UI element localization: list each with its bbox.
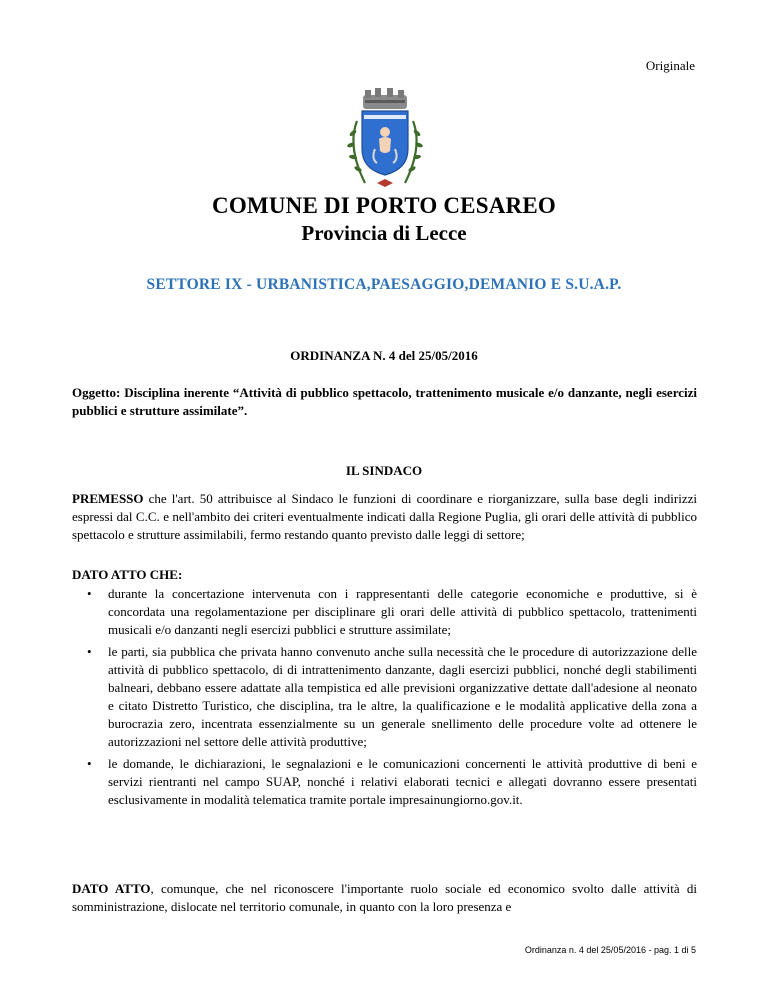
page-footer: Ordinanza n. 4 del 25/05/2016 - pag. 1 di 5 xyxy=(524,945,696,955)
dato-atto-lead: DATO ATTO xyxy=(72,881,151,896)
comune-crest-icon xyxy=(335,87,435,197)
list-item xyxy=(72,643,697,751)
ordinanza-title: ORDINANZA N. 4 del 25/05/2016 xyxy=(290,348,478,363)
dato-atto-text: , comunque, che nel riconoscere l'importante ruolo sociale ed economico svolto dalle attività di somministrazione, dislocate nel territorio comunale, in quanto con la loro presenza e xyxy=(72,881,697,914)
sindaco-heading: IL SINDACO xyxy=(345,463,423,478)
dato-atto-che-list xyxy=(72,585,697,813)
comune-title: COMUNE DI PORTO CESAREO xyxy=(212,193,556,218)
premesso-paragraph xyxy=(72,490,697,544)
bullet-icon: • xyxy=(87,586,92,601)
list-item-text: le parti, sia pubblica che privata hanno convenuto anche sulla necessità che le procedure di autorizzazione delle attività di pubblico spettacolo, di di intrattenimento danzante, dagli esercizi pubblici, nonché degli stabilimenti balneari, debbano essere adattate alla tempistica ed alle previsioni organizzative dettate dall'adesione al neonato e citato Distretto Turistico, che disciplina, tra le altre, la qualificazione e le modalità applicative della zona a burocrazia zero, incentrata essenzialmente su un generale snellimento delle procedure volte ad ottenere le autorizzazioni nel settore delle attività produttive; xyxy=(108,644,697,749)
list-item xyxy=(72,585,697,639)
provincia-title: Provincia di Lecce xyxy=(301,221,467,245)
original-label: Originale xyxy=(645,58,695,73)
dato-atto-che-heading: DATO ATTO CHE: xyxy=(72,567,183,582)
dato-atto-paragraph xyxy=(72,880,697,916)
list-item-text: le domande, le dichiarazioni, le segnalazioni e le comunicazioni concernenti le attività produttive di beni e servizi rientranti nel campo SUAP, nonché i relativi elaborati tecnici e allegati dovranno essere presentati esclusivamente in modalità telematica tramite portale impresainungiorno.gov.it. xyxy=(108,756,697,807)
premesso-text: che l'art. 50 attribuisce al Sindaco le funzioni di coordinare e riorganizzare, sulla base degli indirizzi espressi dal C.C. e nell'ambito dei criteri eventualmente indicati dalla Regione Puglia, gli orari delle attività di pubblico spettacolo e strutture assimilabili, fermo restando quanto previsto dalle leggi di settore; xyxy=(72,491,697,542)
bullet-icon: • xyxy=(87,644,92,659)
bullet-icon: • xyxy=(87,756,92,771)
list-item xyxy=(72,755,697,809)
settore-title: SETTORE IX - URBANISTICA,PAESAGGIO,DEMANIO E S.U.A.P. xyxy=(146,276,622,293)
list-item-text: durante la concertazione intervenuta con i rappresentanti delle categorie economiche e produttive, si è concordata una regolamentazione per disciplinare gli orari delle attività di pubblico spettacolo, trattenimenti musicali e/o danzanti negli esercizi pubblici e strutture assimilate; xyxy=(108,586,697,637)
premesso-lead: PREMESSO xyxy=(72,491,144,506)
oggetto-text: Oggetto: Disciplina inerente “Attività di pubblico spettacolo, trattenimento musicale e/o danzante, negli esercizi pubblici e strutture assimilate”. xyxy=(72,385,697,418)
